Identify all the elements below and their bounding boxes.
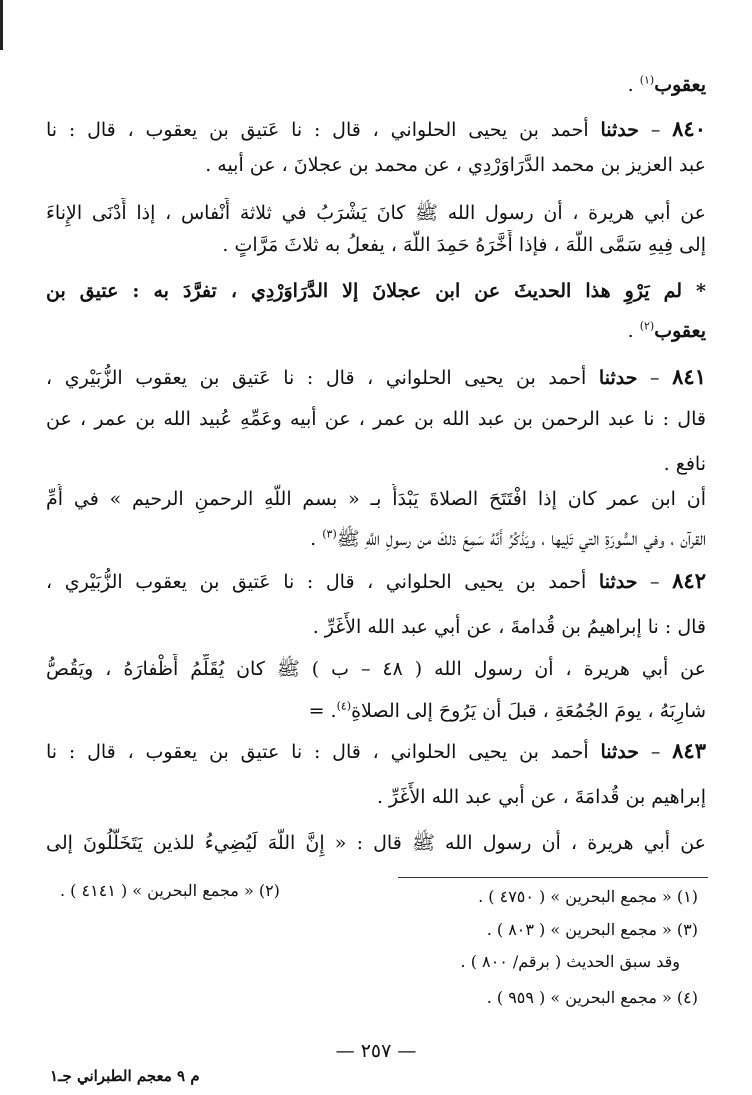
footnote-2: (٢) « مجمع البحرين » ( ٤١٤١ ) . (60, 881, 280, 900)
text-line-15: عن أبي هريرة ، أن رسول الله ( ٤٨ – ب ) ﷺ كان يُقَلِّمُ أَظْفارَهُ ، ويَقُصُّ (46, 658, 706, 680)
footnote-3-note: وقد سبق الحديث ( برقم/ ٨٠٠ ) . (460, 952, 680, 971)
hadith-843-header: ٨٤٣ – حدثنا أحمد بن يحيى الحلواني ، قال : نا عتيق بن يعقوب ، قال : نا (46, 738, 706, 763)
text-line-7: يعقوب$^{(٢)}$ . (627, 319, 706, 342)
text-line-6: * لم يَرْوِ هذا الحديثَ عن ابن عجلانَ إلا الدَّرَاوَرْدِي ، تفرَّدَ به : عتيق بن (46, 280, 706, 302)
text-line-19: عن أبي هريرة ، أن رسول الله ﷺ قال : « إِنَّ اللَّهَ لَيُضِيءُ للذين يَتَخَلَّلُونَ إلى (46, 832, 706, 854)
text-line-12: القرآن ، وفي السُّورَةِ التي تَلِيها ، ويَذْكُرُ أَنَّهُ سَمِعَ ذلكَ من رسولِ اللَّهِ ﷺ$^{(٣)}$ . (310, 527, 706, 550)
text-line-5: إلى فِيهِ سَمَّى اللَّهَ ، فإذا أَخَّرَهُ حَمِدَ اللَّهَ ، يفعلُ به ثلاثَ مَرَّاتٍ . (222, 234, 706, 256)
text-line-14: قال : نا إبراهيمُ بن قُدامةَ ، عن أبي عبد الله الأَغَرِّ . (312, 616, 706, 638)
text-line-4: عن أبي هريرة ، أن رسول الله ﷺ كانَ يَشْرَبُ في ثلاثة أَنْفاس ، إذا أَدْنَى الإِناءَ (46, 202, 706, 224)
footnote-1: (١) « مجمع البحرين » ( ٤٧٥٠ ) . (478, 887, 698, 906)
signature-line: م ٩ معجم الطبراني جـ١ (50, 1067, 200, 1085)
footnote-divider (398, 877, 708, 878)
text-line-16: شارِبَهُ ، يومَ الجُمُعَةِ ، قبلَ أن يَرُوحَ إلى الصلاةِ$^{(٤)}$. = (308, 699, 706, 722)
text-line-3: عبد العزيز بن محمد الدَّرَاوَرْدِي ، عن محمد بن عجلانَ ، عن أبيه . (205, 154, 706, 176)
text-line-11: أن ابن عمر كان إذا افْتَتَحَ الصلاةَ يَبْدَأُ بـ « بسم اللَّهِ الرحمنِ الرحيم » في أُمِّ (46, 488, 706, 510)
footnote-4: (٤) « مجمع البحرين » ( ٩٥٩ ) . (486, 988, 698, 1007)
text-line-10: نافع . (663, 453, 706, 475)
hadith-841-header: ٨٤١ – حدثنا أحمد بن يحيى الحلواني ، قال : نا عَتيق بن يعقوب الزُّبَيْري ، (46, 364, 706, 389)
text-line-9: قال : نا عبد الرحمن بن عبد الله بن عمر ، عن أبيه وعَمِّهِ عُبيد الله بن عمر ، عن (46, 408, 706, 430)
page-number: — ٢٥٧ — (335, 1040, 417, 1062)
hadith-840-header: ٨٤٠ – حدثنا أحمد بن يحيى الحلواني ، قال : نا عَتيق بن يعقوب ، قال : نا (46, 116, 706, 141)
text-line-18: إبراهيم بن قُدامَةَ ، عن أبي عبد الله الأَغَرِّ . (376, 786, 706, 808)
left-margin-rule (0, 0, 3, 50)
footnote-3: (٣) « مجمع البحرين » ( ٨٠٣ ) . (486, 920, 698, 939)
hadith-842-header: ٨٤٢ – حدثنا أحمد بن يحيى الحلواني ، قال : نا عَتيق بن يعقوب الزُّبَيْري ، (46, 568, 706, 593)
text-line-1: يعقوب$^{(١)}$ . (627, 73, 706, 96)
